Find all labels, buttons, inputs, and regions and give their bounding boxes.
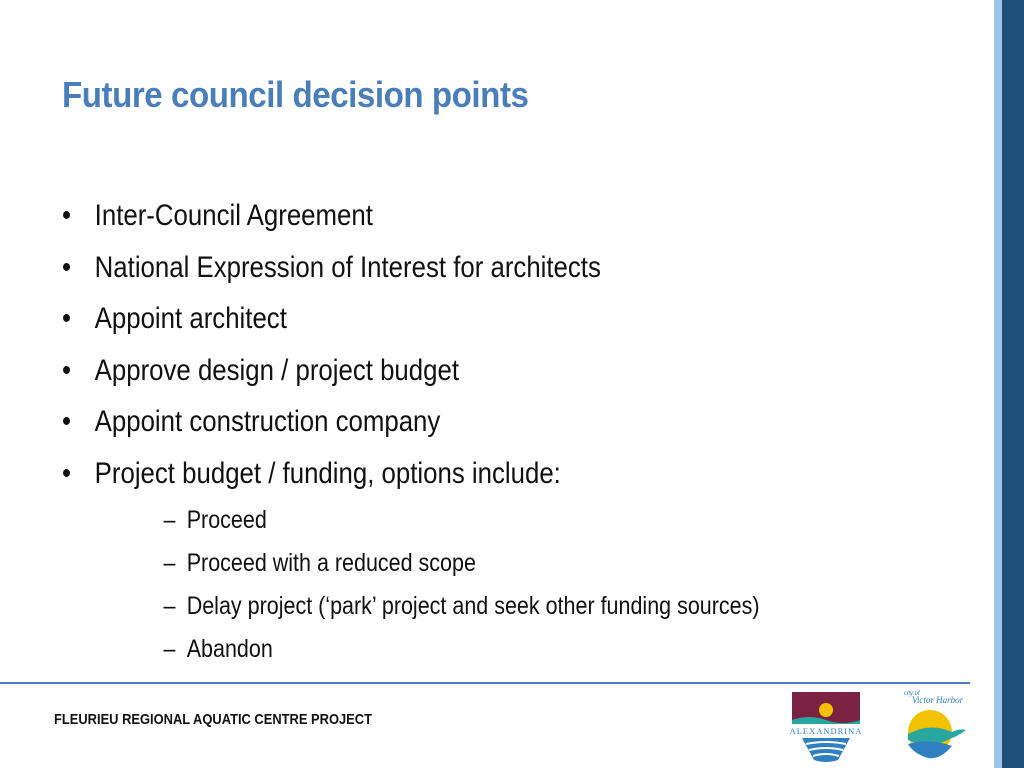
sub-bullet-text: Proceed with a reduced scope	[186, 549, 476, 577]
sub-bullet-group	[62, 499, 942, 671]
footer-project-name: FLEURIEU REGIONAL AQUATIC CENTRE PROJECT	[54, 711, 372, 728]
bullet-text: Appoint construction company	[94, 405, 441, 438]
bullet-symbol: •	[62, 250, 72, 284]
victor-harbor-logo-small-text: city of	[904, 691, 920, 697]
bullet-item	[62, 396, 819, 448]
bullet-item	[62, 242, 819, 294]
victor-harbor-logo-text: Victor Harbor	[912, 695, 964, 705]
sub-bullet-item	[62, 542, 819, 585]
bullet-symbol: •	[62, 405, 72, 438]
sub-bullet-text: Proceed	[186, 506, 267, 534]
right-accent-bar-dark	[1002, 0, 1024, 768]
alexandrina-logo	[778, 690, 874, 764]
victor-harbor-logo	[900, 688, 972, 764]
slide-title: Future council decision points	[62, 74, 529, 115]
bullet-text: Approve design / project budget	[94, 353, 459, 387]
bullet-symbol: •	[62, 456, 72, 490]
alexandrina-logo-text: ALEXANDRINA	[789, 726, 863, 736]
bullet-symbol: •	[62, 353, 72, 387]
sub-bullet-item	[62, 499, 819, 542]
bullet-text: National Expression of Interest for architects	[94, 250, 601, 284]
sub-bullet-text: Delay project (‘park’ project and seek other funding sources)	[186, 592, 760, 620]
bullet-item	[62, 345, 819, 397]
bullet-item	[62, 448, 819, 500]
bullet-list	[62, 190, 942, 671]
right-accent-bar-light	[994, 0, 1002, 768]
bullet-item	[62, 190, 819, 242]
sub-bullet-symbol: –	[163, 592, 176, 620]
bullet-text: Inter-Council Agreement	[94, 199, 373, 232]
sub-bullet-text: Abandon	[186, 635, 273, 663]
bullet-item	[62, 293, 819, 345]
sub-bullet-item	[62, 628, 819, 671]
sub-bullet-symbol: –	[163, 549, 176, 577]
bullet-text: Project budget / funding, options include:	[94, 456, 561, 490]
bullet-symbol: •	[62, 199, 72, 232]
sub-bullet-symbol: –	[163, 635, 176, 663]
sub-bullet-item	[62, 585, 819, 628]
sub-bullet-list	[62, 499, 942, 671]
bullet-text: Appoint architect	[94, 302, 287, 335]
sub-bullet-symbol: –	[163, 506, 176, 534]
bullet-symbol: •	[62, 302, 72, 335]
footer-divider	[0, 682, 970, 684]
